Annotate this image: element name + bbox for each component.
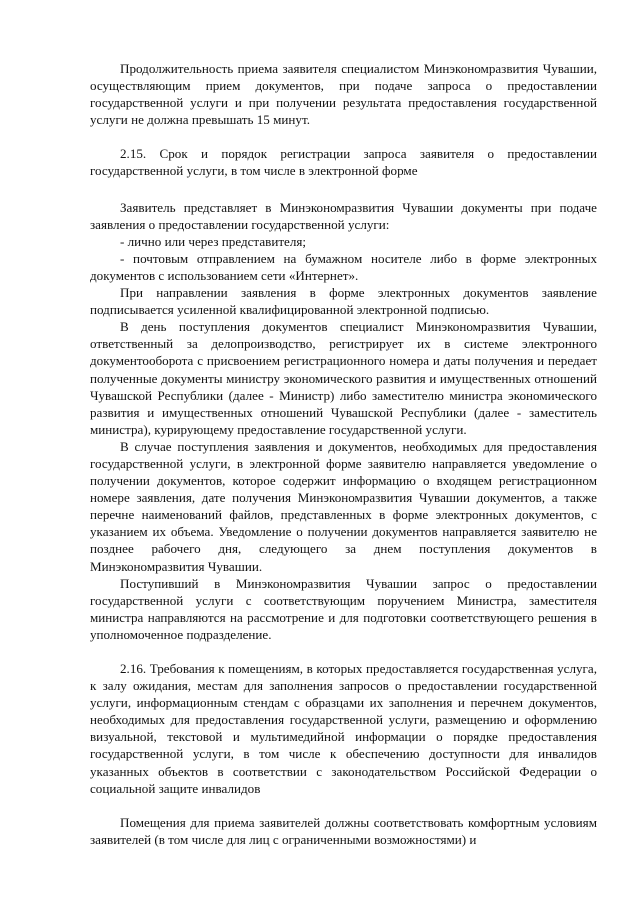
paragraph-electronic-signature: При направлении заявления в форме электронных документов заявление подписывается усиленной квалифицированной электронной подписью. <box>90 285 597 318</box>
spacer <box>90 180 597 197</box>
paragraph-electronic-notification: В случае поступления заявления и документов, необходимых для предоставления государственной услуги, в электронной форме заявителю направляется уведомление о получении документов, которое содержит информацию о входящем регистрационном номере заявления, дате получения Минэкономразвития Чувашии документов, а также перечне наименований файлов, представленных в форме электронных документов, с указанием их объема. Уведомление о получении документов направляется заявителю не позднее рабочего дня, следующего за днем поступления документов в Минэкономразвития Чувашии. <box>90 438 597 574</box>
paragraph-applicant-submits: Заявитель представляет в Минэкономразвития Чувашии документы при подаче заявления о предоставлении государственной услуги: <box>90 199 597 232</box>
section-2-15-heading: 2.15. Срок и порядок регистрации запроса заявителя о предоставлении государственной услуги, в том числе в электронной форме <box>90 146 597 179</box>
paragraph-premises-requirements: Помещения для приема заявителей должны соответствовать комфортным условиям заявителей (в том числе для лиц с ограниченными возможностями) и <box>90 814 597 847</box>
list-item-in-person: - лично или через представителя; <box>120 233 307 249</box>
paragraph-registration-day: В день поступления документов специалист Минэкономразвития Чувашии, ответственный за делопроизводство, регистрирует их в системе электронного документооборота с присвоением регистрационного номера и даты получения и передает полученные документы министру экономического развития и имущественных отношений Чувашской Республики (далее - Министр) либо заместителю министра экономического развития и имущественных отношений Чувашской Республики (далее - заместитель министра), курирующему предоставление государственной услуги. <box>90 319 597 437</box>
section-2-16-heading: 2.16. Требования к помещениям, в которых предоставляется государственная услуга, к залу ожидания, местам для заполнения запросов о предоставлении государственной услуги, информационным стендам с образцами их заполнения и перечнем документов, необходимых для предоставления государственной услуги, размещению и оформлению визуальной, текстовой и мультимедийной информации о порядке предоставления государственной услуги, в том числе к обеспечению доступности для инвалидов указанных объектов в соответствии с законодательством Российской Федерации о социальной защите инвалидов <box>90 661 597 796</box>
spacer <box>90 797 597 814</box>
paragraph-reception-duration: Продолжительность приема заявителя специалистом Минэкономразвития Чувашии, осуществляющим прием документов, при подаче запроса о предоставлении государственной услуги и при получении результата предоставления государственной услуги не должна превышать 15 минут. <box>90 61 597 128</box>
spacer <box>90 643 597 660</box>
document-page <box>90 60 597 848</box>
list-item-by-mail: - почтовым отправлением на бумажном носителе либо в форме электронных документов с использованием сети «Интернет». <box>90 250 597 283</box>
paragraph-request-forwarding: Поступивший в Минэкономразвития Чувашии запрос о предоставлении государственной услуги с соответствующим поручением Министра, заместителя министра направляются на рассмотрение и для подготовки соответствующего решения в уполномоченное подразделение. <box>90 575 597 642</box>
spacer <box>90 128 597 145</box>
